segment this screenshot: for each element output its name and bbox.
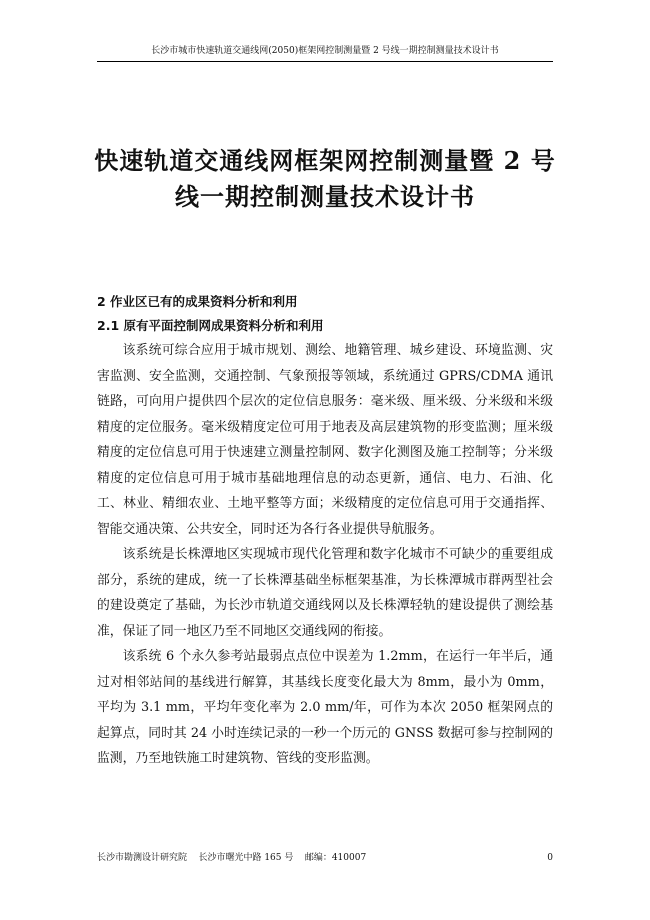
paragraph-system-significance: 该系统是长株潭地区实现城市现代化管理和数字化城市不可缺少的重要组成部分，系统的建成，统一了长株潭基础坐标框架基准，为长株潭城市群两型社会的建设奠定了基础，为长沙市轨道交通线网以及长株潭轻轨的建设提供了测绘基准，保证了同一地区乃至不同地区交通线网的衔接。 [97, 547, 553, 639]
document-body [97, 293, 553, 772]
section-heading: 2 作业区已有的成果资料分析和利用 [97, 294, 298, 309]
footer-organization: 长沙市勘测设计研究院 [97, 853, 188, 863]
running-header [97, 44, 553, 62]
document-title [60, 143, 590, 215]
footer-info [97, 851, 366, 865]
footer-postcode: 邮编：410007 [304, 853, 367, 863]
footer-address: 长沙市曙光中路 165 号 [198, 853, 294, 863]
paragraph-system-applications: 该系统可综合应用于城市规划、测绘、地籍管理、城乡建设、环境监测、灾害监测、安全监测，交通控制、气象预报等领域，系统通过 GPRS/CDMA 通讯链路，可向用户提供四个层次的定位信息服务：毫米级、厘米级、分米级和米级精度的定位服务。毫米级精度定位可用于地表及高层建筑物的形变监测；厘米级精度的定位信息可用于快速建立测量控制网、数字化测图及施工控制等；分米级精度的定位信息可用于城市基础地理信息的动态更新，通信、电力、石油、化工、林业、精细农业、土地平整等方面；米级精度的定位信息可用于交通指挥、智能交通决策、公共安全，同时还为各行各业提供导航服务。 [97, 343, 553, 537]
page-number: 0 [547, 853, 553, 863]
document-title-line-2: 线一期控制测量技术设计书 [175, 182, 475, 211]
paragraph-reference-stations: 该系统 6 个永久参考站最弱点点位中误差为 1.2mm，在运行一年半后，通过对相邻站间的基线进行解算，其基线长度变化最大为 8mm，最小为 0mm，平均为 3.1 mm，平均年变化率为 2.0 mm/年，可作为本次 2050 框架网点的起算点，同时其 24 小时连续记录的一秒一个历元的 GNSS 数据可参与控制网的监测，乃至地铁施工时建筑物、管线的变形监测。 [97, 649, 553, 766]
running-header-title: 长沙市城市快速轨道交通线网(2050)框架网控制测量暨 2 号线一期控制测量技术设计书 [151, 46, 499, 56]
document-title-line-1: 快速轨道交通线网框架网控制测量暨 2 号 [94, 146, 556, 175]
subsection-heading: 2.1 原有平面控制网成果资料分析和利用 [97, 318, 324, 333]
